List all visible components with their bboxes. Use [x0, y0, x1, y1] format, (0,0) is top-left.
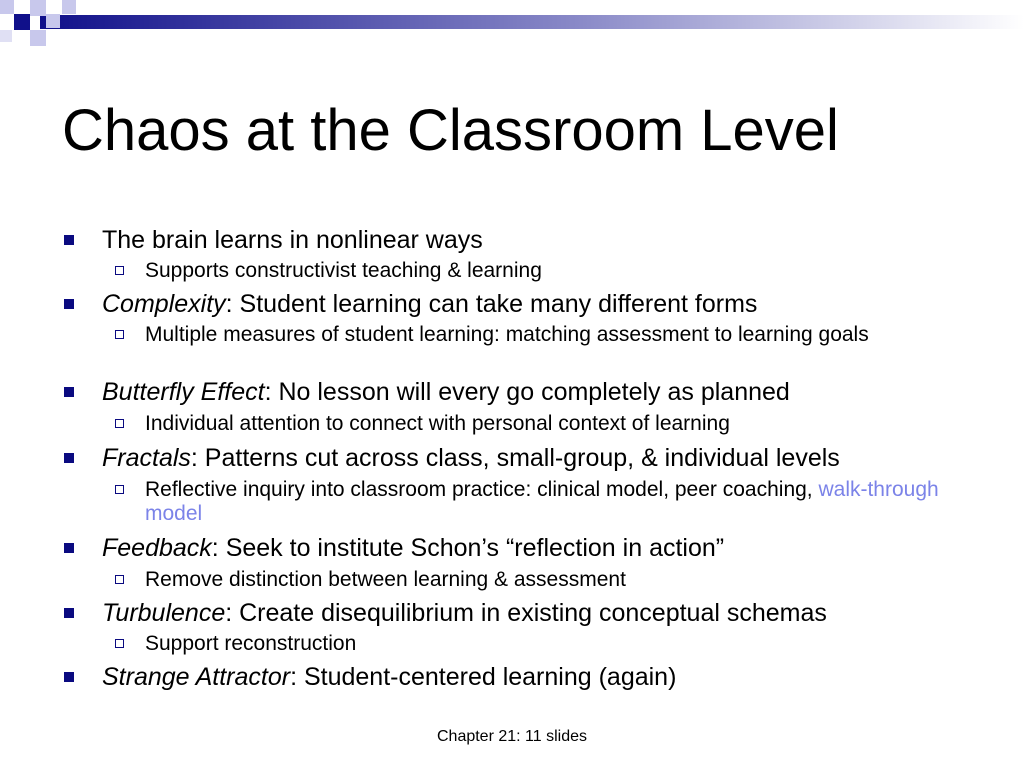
bullet-text: : Student-centered learning (again) [290, 663, 677, 691]
sub-bullet-item [145, 259, 975, 283]
bullet-item [102, 443, 840, 473]
bullet-text: The brain learns in nonlinear ways [102, 226, 483, 254]
square-bullet-icon [64, 387, 74, 397]
sub-bullet-text: Multiple measures of student learning: matching assessment to learning goals [145, 323, 869, 346]
sub-bullet-item [145, 632, 975, 656]
bullet-item [102, 662, 676, 692]
square-bullet-icon [64, 235, 74, 245]
bullet-text: : Create disequilibrium in existing conceptual schemas [225, 599, 827, 627]
bullet-item [102, 377, 790, 407]
sub-bullet-item [145, 323, 975, 347]
hollow-square-bullet-icon [115, 266, 124, 275]
hollow-square-bullet-icon [115, 419, 124, 428]
square-bullet-icon [64, 543, 74, 553]
square-bullet-icon [64, 672, 74, 682]
bullet-text: : Patterns cut across class, small-group, & individual levels [190, 444, 840, 472]
slide-footer: Chapter 21: 11 slides [436, 728, 587, 745]
bullet-item [102, 533, 724, 563]
sub-bullet-item [145, 412, 975, 436]
bullet-item [102, 289, 757, 319]
slide-title: Chaos at the Classroom Level [62, 98, 839, 163]
bullet-term: Turbulence [102, 599, 226, 627]
hollow-square-bullet-icon [115, 639, 124, 648]
square-bullet-icon [64, 608, 74, 618]
bullet-item [102, 598, 827, 628]
sub-bullet-text: Remove distinction between learning & assessment [145, 568, 626, 591]
sub-bullet-text: Supports constructivist teaching & learning [145, 259, 542, 282]
sub-bullet-text: Individual attention to connect with personal context of learning [145, 412, 730, 435]
bullet-text: : No lesson will every go completely as planned [264, 378, 790, 406]
bullet-term: Fractals [102, 444, 191, 472]
bullet-term: Complexity [102, 290, 226, 318]
sub-bullet-item [145, 568, 975, 592]
sub-bullet-item [145, 478, 975, 526]
sub-bullet-text: Support reconstruction [145, 632, 357, 655]
bullet-text: : Seek to institute Schon’s “reflection in action” [211, 534, 725, 562]
hollow-square-bullet-icon [115, 485, 124, 494]
hollow-square-bullet-icon [115, 575, 124, 584]
sub-bullet-text: Reflective inquiry into classroom practice: clinical model, peer coaching, [145, 478, 819, 501]
bullet-item [102, 225, 483, 255]
square-bullet-icon [64, 453, 74, 463]
bullet-term: Feedback [102, 534, 212, 562]
bullet-term: Butterfly Effect [102, 378, 265, 406]
hollow-square-bullet-icon [115, 330, 124, 339]
square-bullet-icon [64, 299, 74, 309]
walk-through-model-link[interactable]: walk-through model [145, 478, 939, 525]
bullet-term: Strange Attractor [102, 663, 291, 691]
bullet-text: : Student learning can take many different forms [225, 290, 758, 318]
